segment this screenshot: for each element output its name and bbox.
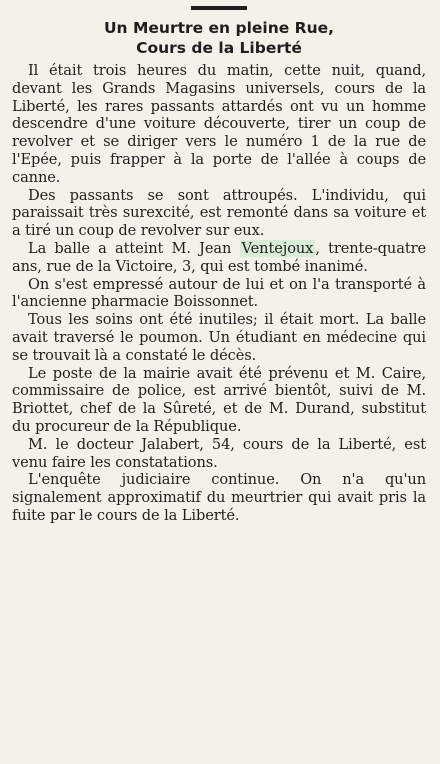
paragraph-1: Il était trois heures du matin, cette nuit, quand, devant les Grands Magasins universels, cours de la Liberté, les rares passants attardés ont vu un homme descendre d'une voiture découverte, tirer un coup de revolver et se diriger vers le numéro 1 de la rue de l'Epée, puis frapper à la porte de l'allée à coups de canne. — [12, 62, 426, 186]
headline-line-1: Un Meurtre en pleine Rue, — [103, 19, 335, 37]
separator-rule — [191, 6, 247, 10]
headline-line-2: Cours de la Liberté — [136, 39, 302, 57]
paragraph-3-before: La balle a atteint M. Jean — [28, 239, 240, 257]
paragraph-7: M. le docteur Jalabert, 54, cours de la Liberté, est venu faire les constatations. — [12, 435, 426, 471]
paragraph-2: Des passants se sont attroupés. L'individu, qui paraissait très surexcité, est remonté dans sa voiture et a tiré un coup de revolver sur eux. — [12, 186, 426, 240]
headline — [12, 18, 426, 58]
paragraph-6: Le poste de la mairie avait été prévenu et M. Caire, commissaire de police, est arrivé bientôt, suivi de M. Briottet, chef de la Sûreté, et de M. Durand, substitut du procureur de la République. — [12, 364, 426, 435]
paragraph-8: L'enquête judiciaire continue. On n'a qu'un signalement approximatif du meurtrier qui avait pris la fuite par le cours de la Liberté. — [12, 471, 426, 524]
newspaper-clipping — [0, 6, 440, 764]
paragraph-3-after: , trente-quatre ans, rue de la Victoire, 3, qui est tombé inanimé. — [12, 239, 427, 275]
paragraph-5: Tous les soins ont été inutiles; il était mort. La balle avait traversé le poumon. Un étudiant en médecine qui se trouvait là a constaté le décès. — [12, 311, 426, 364]
highlighted-name: Ventejoux — [241, 239, 314, 257]
paragraph-4: On s'est empressé autour de lui et on l'a transporté à l'ancienne pharmacie Boissonnet. — [12, 275, 426, 311]
paragraph-3 — [12, 240, 426, 276]
